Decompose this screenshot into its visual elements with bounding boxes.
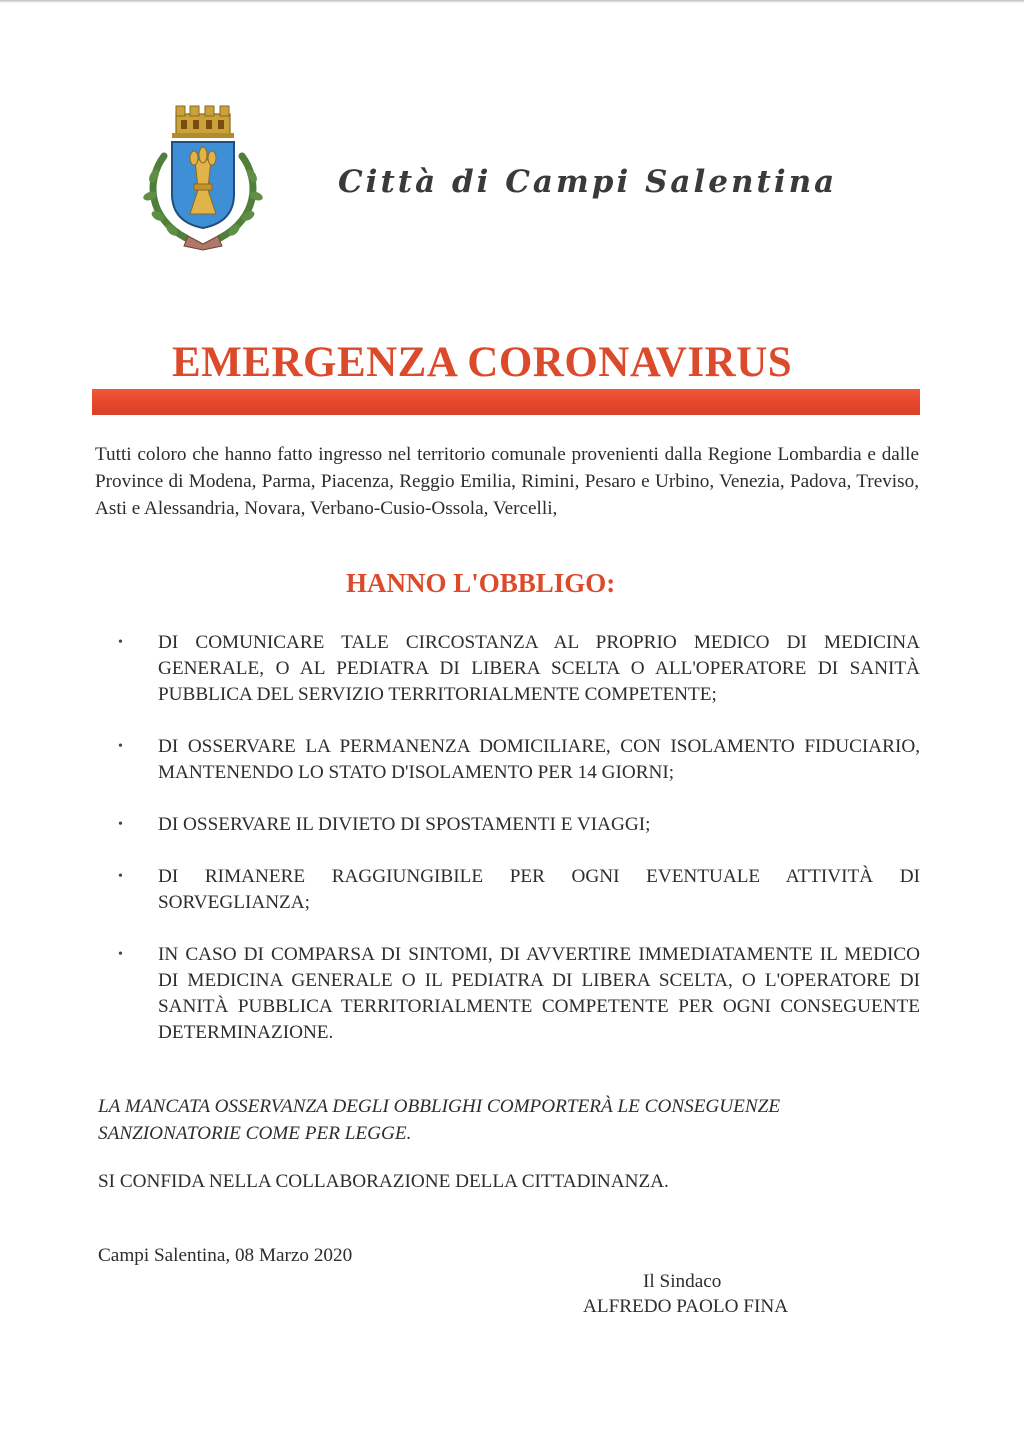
obligation-text: DI COMUNICARE TALE CIRCOSTANZA AL PROPRIO MEDICO DI MEDICINA GENERALE, O AL PEDIATRA DI LIBERA SCELTA O ALL'OPERATORE DI SANITÀ PUBBLICA DEL SERVIZIO TERRITORIALMENTE COMPETENTE; (158, 632, 920, 705)
scan-edge (0, 0, 1024, 3)
intro-paragraph: Tutti coloro che hanno fatto ingresso nel territorio comunale provenienti dalla Regione Lombardia e dalle Province di Modena, Parma, Piacenza, Reggio Emilia, Rimini, Pesaro e Urbino, Venezia, Padova, Treviso, Asti e Alessandria, Novara, Verbano-Cusio-Ossola, Vercelli, (95, 444, 919, 519)
list-item (118, 630, 920, 708)
bullet-icon: • (118, 947, 123, 962)
list-item (118, 864, 920, 916)
notice-title: EMERGENZA CORONAVIRUS (172, 339, 793, 386)
crown-icon (172, 106, 234, 138)
signature-name: ALFREDO PAOLO FINA (583, 1296, 789, 1317)
bullet-icon: • (118, 869, 123, 884)
signature-role: Il Sindaco (643, 1271, 722, 1292)
obligation-heading: HANNO L'OBBLIGO: (346, 568, 616, 598)
obligation-text: DI OSSERVARE IL DIVIETO DI SPOSTAMENTI E VIAGGI; (158, 814, 651, 835)
confidence-statement: SI CONFIDA NELLA COLLABORAZIONE DELLA CITTADINANZA. (98, 1171, 669, 1192)
list-item (118, 734, 920, 786)
obligations-list (118, 630, 920, 1046)
city-name: Città di Campi Salentina (338, 164, 838, 200)
obligation-text: DI RIMANERE RAGGIUNGIBILE PER OGNI EVENTUALE ATTIVITÀ DI SORVEGLIANZA; (158, 866, 920, 913)
bullet-icon: • (118, 817, 123, 832)
obligation-text: IN CASO DI COMPARSA DI SINTOMI, DI AVVERTIRE IMMEDIATAMENTE IL MEDICO DI MEDICINA GENERALE O IL PEDIATRA DI LIBERA SCELTA, O L'OPERATORE DI SANITÀ PUBBLICA TERRITORIALMENTE COMPETENTE PER OGNI CONSEGUENTE DETERMINAZIONE. (158, 944, 920, 1043)
sanction-warning: LA MANCATA OSSERVANZA DEGLI OBBLIGHI COMPORTERÀ LE CONSEGUENZE SANZIONATORIE COME PER LEGGE. (98, 1096, 781, 1144)
obligation-text: DI OSSERVARE LA PERMANENZA DOMICILIARE, CON ISOLAMENTO FIDUCIARIO, MANTENENDO LO STATO D'ISOLAMENTO PER 14 GIORNI; (158, 736, 920, 783)
place-and-date: Campi Salentina, 08 Marzo 2020 (98, 1245, 353, 1266)
bullet-icon: • (118, 635, 123, 650)
list-item (118, 812, 920, 838)
list-item (118, 942, 920, 1046)
coat-of-arms-icon (138, 100, 268, 252)
bullet-icon: • (118, 739, 123, 754)
title-underline-bar (92, 389, 920, 415)
